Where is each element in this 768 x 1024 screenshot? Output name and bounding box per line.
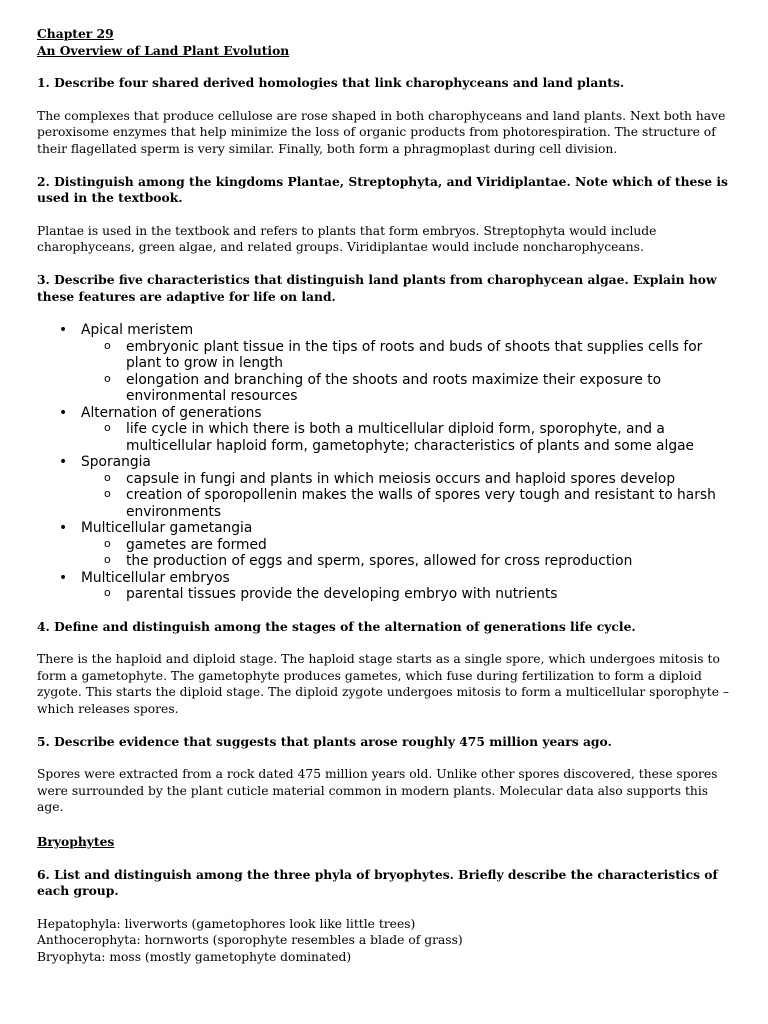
question-5: 5. Describe evidence that suggests that plants arose roughly 475 million years ago. — [37, 733, 612, 749]
sub-list-item: o life cycle in which there is both a multicellular diploid form, sporophyte, and a multicellular haploid form, gametophyte; characteristics of plants and some algae — [37, 421, 738, 454]
sub-list-item: o elongation and branching of the shoots and roots maximize their exposure to environmental resources — [37, 372, 738, 405]
list-item — [37, 454, 738, 520]
list-item-label: Multicellular gametangia — [81, 520, 253, 537]
list-item-label: Alternation of generations — [81, 404, 262, 421]
list-item-label: Sporangia — [81, 454, 151, 471]
sub-list — [81, 339, 738, 405]
characteristics-list — [37, 322, 738, 603]
question-2: 2. Distinguish among the kingdoms Plantae, Streptophyta, and Viridiplantae. Note which of these is used in the textbook. — [37, 173, 728, 206]
answer-1: The complexes that produce cellulose are rose shaped in both charophyceans and land plants. Next both have peroxisome enzymes that help minimize the loss of organic products from photorespiration. The structure of their flagellated sperm is very similar. Finally, both form a phragmoplast during cell division. — [37, 108, 726, 156]
list-item-label: Apical meristem — [81, 322, 194, 339]
sub-list-item: o creation of sporopollenin makes the walls of spores very tough and resistant to harsh environments — [37, 487, 738, 520]
chapter-title: An Overview of Land Plant Evolution — [37, 42, 290, 58]
sub-list-item: o embryonic plant tissue in the tips of roots and buds of shoots that supplies cells for plant to grow in length — [37, 339, 738, 372]
question-1: 1. Describe four shared derived homologies that link charophyceans and land plants. — [37, 75, 625, 91]
question-3: 3. Describe five characteristics that distinguish land plants from charophycean algae. Explain how these features are adaptive for life on land. — [37, 271, 717, 304]
answer-4: There is the haploid and diploid stage. The haploid stage starts as a single spore, which undergoes mitosis to form a gametophyte. The gametophyte produces gametes, which fuse during fertilization to form a diploid zygote. This starts the diploid stage. The diploid zygote undergoes mitosis to form a multicellular sporophyte – which releases spores. — [37, 652, 730, 716]
chapter-heading — [37, 26, 738, 59]
phylum-line: Hepatophyla: liverworts (gametophores look like little trees) — [37, 916, 416, 931]
chapter-number: Chapter 29 — [37, 26, 114, 41]
answer-5: Spores were extracted from a rock dated 475 million years old. Unlike other spores discovered, these spores were surrounded by the plant cuticle material common in modern plants. Molecular data also supports this age. — [37, 767, 718, 815]
sub-list — [81, 471, 738, 521]
sub-list-item: o capsule in fungi and plants in which meiosis occurs and haploid spores develop — [37, 471, 738, 488]
list-item — [37, 570, 738, 603]
sub-list — [81, 421, 738, 454]
sub-list — [81, 537, 738, 570]
answer-2: Plantae is used in the textbook and refers to plants that form embryos. Streptophyta would include charophyceans, green algae, and related groups. Viridiplantae would include noncharophyceans. — [37, 223, 657, 255]
phyla-list — [37, 916, 738, 966]
question-4: 4. Define and distinguish among the stages of the alternation of generations life cycle. — [37, 618, 636, 634]
question-6: 6. List and distinguish among the three phyla of bryophytes. Briefly describe the characteristics of each group. — [37, 866, 718, 899]
section-heading-bryophytes: Bryophytes — [37, 833, 115, 849]
list-item-label: Multicellular embryos — [81, 569, 230, 586]
list-item — [37, 520, 738, 570]
sub-list — [81, 586, 738, 603]
list-item — [37, 322, 738, 405]
list-item — [37, 405, 738, 455]
sub-list-item: o the production of eggs and sperm, spores, allowed for cross reproduction — [37, 553, 738, 570]
sub-list-item: o parental tissues provide the developing embryo with nutrients — [37, 586, 738, 603]
sub-list-item: o gametes are formed — [37, 537, 738, 554]
phylum-line: Bryophyta: moss (mostly gametophyte dominated) — [37, 949, 352, 964]
phylum-line: Anthocerophyta: hornworts (sporophyte resembles a blade of grass) — [37, 933, 463, 948]
